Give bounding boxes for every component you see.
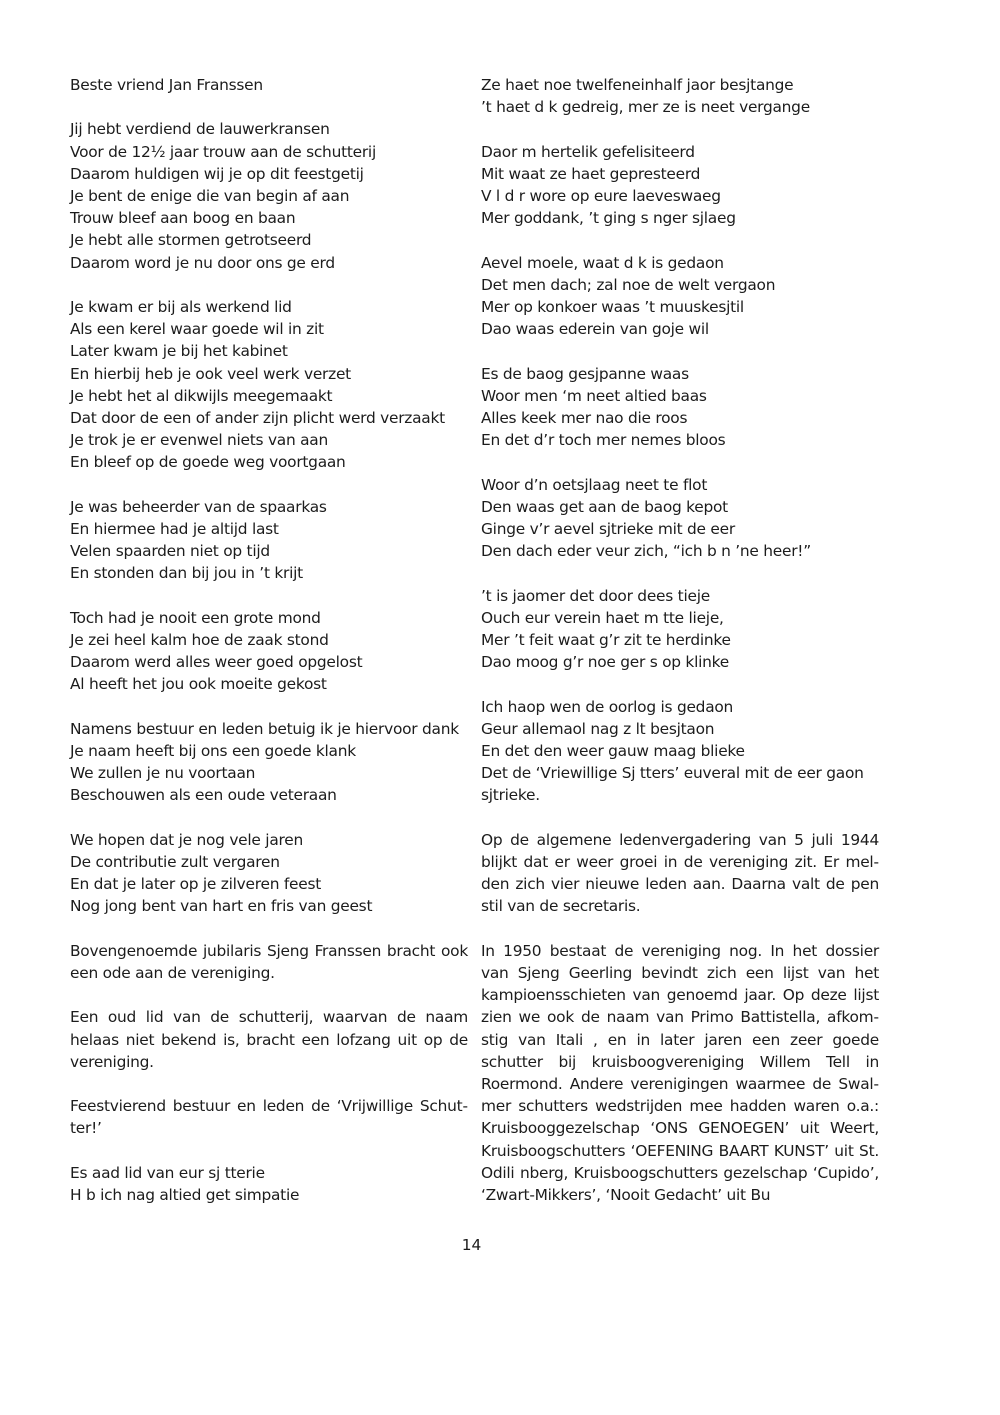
- poem-line: De contributie zult vergaren: [70, 853, 280, 872]
- ode-line: Den waas get aan de baog kepot: [481, 497, 728, 516]
- poem-line: Voor de 12½ jaar trouw aan de schutterij: [70, 142, 376, 161]
- ode-line: Det men dach; zal noe de welt vergaon: [481, 275, 776, 294]
- ode-line: Alles keek mer nao die roos: [481, 409, 688, 427]
- poem-stanza-3: [70, 496, 468, 585]
- poem-line: Al heeft het jou ook moeite gekost: [70, 675, 327, 694]
- poem-line: Daarom huldigen wij je op dit feestgetij: [70, 164, 364, 183]
- poem-line: We zullen je nu voortaan: [70, 764, 256, 783]
- poem-stanza-5: [70, 718, 468, 807]
- poem-line: En stonden dan bij jou in ’t krijt: [70, 564, 303, 583]
- body-paragraph: Bovengenoemde jubilaris Sjeng Franssen bracht ook een ode aan de vereniging.: [70, 941, 468, 983]
- poem-line: Je naam heeft bij ons een goede klank: [70, 742, 356, 761]
- body-paragraph: In 1950 bestaat de vereniging nog. In het dossier van Sjeng Geerling bevindt zich een lijst van het kampioensschieten van genoemd jaar. Op deze lijst zien we ook de naam van Primo Battistella, afkomstig van Itali , en in later jaren een zeer goede schutter bij kruisboogvereniging Willem Tell in Roermond. Andere verenigingen waarmee de Swalmer schutters wedstrijden mee hadden waren o.a.: Kruisbooggezelschap ‘ONS GENOEGEN’ uit Weert, Kruisboogschutters ‘OEFENING BAART KUNST’ uit St. Odili nberg, Kruisboogschutters gezelschap ‘Cupido’, ‘Zwart-Mikkers’, ‘Nooit Gedacht’ uit Bu: [481, 941, 879, 1205]
- ode-line: Es aad lid van eur sj tterie: [70, 1163, 265, 1182]
- ode-line: Mit waat ze haet gepresteerd: [481, 164, 701, 183]
- body-paragraph: Feestvierend bestuur en leden de ‘Vrijwillige Schutter!’: [70, 1097, 468, 1138]
- poem-line: Je hebt het al dikwijls meegemaakt: [70, 386, 333, 405]
- poem-line: We hopen dat je nog vele jaren: [70, 830, 303, 849]
- ode-line: Mer ’t feit waat g’r zit te herdinke: [481, 631, 731, 649]
- ode-line: Ginge v’r aevel sjtrieke mit de eer: [481, 520, 735, 538]
- page-number: 14: [461, 1236, 482, 1254]
- poem-line: Jij hebt verdiend de lauwerkransen: [70, 120, 330, 139]
- poem-line: En hiermee had je altijd last: [70, 520, 279, 539]
- poem-line: Je bent de enige die van begin af aan: [70, 187, 350, 205]
- poem-line: Velen spaarden niet op tijd: [70, 542, 270, 561]
- ode-line: H b ich nag altied get simpatie: [70, 1186, 300, 1204]
- ode-line: sjtrieke.: [481, 786, 540, 805]
- poem-line: En dat je later op je zilveren feest: [70, 875, 322, 894]
- right-column: [481, 74, 879, 1228]
- ode-line: Aevel moele, waat d k is gedaon: [481, 253, 724, 272]
- left-column: [70, 74, 468, 1228]
- body-paragraph: Op de algemene ledenvergadering van 5 juli 1944 blijkt dat er weer groei in de vereniging zit. Er melden zich vier nieuwe leden aan. Daarna valt de pen stil van de secretaris.: [481, 830, 879, 916]
- ode-line: Mer goddank, ’t ging s nger sjlaeg: [481, 209, 736, 228]
- ode-line: Woor d’n oetsjlaag neet te flot: [481, 475, 708, 494]
- ode-line: Woor men ‘m neet altied baas: [481, 386, 707, 405]
- poem-line: En bleef op de goede weg voortgaan: [70, 453, 346, 472]
- ode-line: Dao moog g’r noe ger s op klinke: [481, 653, 729, 672]
- poem-line: Daarom werd alles weer goed opgelost: [70, 653, 363, 672]
- poem-line: Je hebt alle stormen getrotseerd: [70, 231, 312, 250]
- poem-line: Nog jong bent van hart en fris van geest: [70, 897, 373, 916]
- ode-line: En det den weer gauw maag blieke: [481, 742, 745, 760]
- ode-stanza-1: [70, 1162, 468, 1206]
- ode-line: Mer op konkoer waas ’t muuskesjtil: [481, 298, 744, 316]
- ode-line: V l d r wore op eure laeveswaeg: [481, 187, 721, 205]
- ode-line: Es de baog gesjpanne waas: [481, 364, 689, 383]
- ode-stanza-3: [481, 141, 879, 230]
- ode-stanza-4: [481, 252, 879, 341]
- ode-line: Det de ‘Vriewillige Sj tters’ euveral mit de eer gaon: [481, 764, 864, 783]
- poem-line: Beschouwen als een oude veteraan: [70, 786, 337, 805]
- ode-line: Ich haop wen de oorlog is gedaon: [481, 697, 734, 716]
- ode-line: Geur allemaol nag z lt besjtaon: [481, 719, 715, 738]
- ode-stanza-7: [481, 585, 879, 674]
- poem-stanza-6: [70, 829, 468, 918]
- salutation-line: Beste vriend Jan Franssen: [70, 76, 263, 94]
- ode-stanza-2: [481, 74, 879, 118]
- ode-stanza-8: [481, 696, 879, 807]
- poem-line: En hierbij heb je ook veel werk verzet: [70, 364, 351, 383]
- ode-line: ’t is jaomer det door dees tieje: [481, 586, 710, 605]
- ode-stanza-5: [481, 363, 879, 452]
- ode-line: Daor m hertelik gefelisiteerd: [481, 142, 695, 161]
- ode-line: Ze haet noe twelfeneinhalf jaor besjtange: [481, 76, 794, 94]
- poem-stanza-2: [70, 296, 468, 474]
- ode-line: Ouch eur verein haet m tte lieje,: [481, 608, 724, 627]
- ode-line: Den dach eder veur zich, “ich b n ’ne heer!”: [481, 542, 811, 561]
- ode-stanza-6: [481, 474, 879, 563]
- ode-line: ’t haet d k gedreig, mer ze is neet vergange: [481, 98, 810, 117]
- poem-line: Toch had je nooit een grote mond: [70, 608, 321, 627]
- poem-line: Je kwam er bij als werkend lid: [70, 298, 292, 316]
- poem-line: Je was beheerder van de spaarkas: [70, 497, 327, 516]
- letter-salutation: [70, 74, 468, 96]
- poem-line: Trouw bleef aan boog en baan: [70, 209, 296, 228]
- poem-stanza-4: [70, 607, 468, 696]
- ode-line: Dao waas ederein van goje wil: [481, 320, 709, 339]
- poem-line: Je trok je er evenwel niets van aan: [70, 431, 328, 450]
- poem-line: Dat door de een of ander zijn plicht werd verzaakt: [70, 409, 445, 428]
- poem-line: Daarom word je nu door ons ge erd: [70, 253, 335, 272]
- ode-line: En det d’r toch mer nemes bloos: [481, 431, 726, 450]
- poem-line: Later kwam je bij het kabinet: [70, 342, 288, 361]
- poem-line: Je zei heel kalm hoe de zaak stond: [70, 631, 329, 650]
- body-paragraph: Een oud lid van de schutterij, waarvan de naam helaas niet bekend is, bracht een lofzang uit op de vereniging.: [70, 1008, 468, 1071]
- poem-stanza-1: [70, 118, 468, 273]
- poem-line: Als een kerel waar goede wil in zit: [70, 320, 324, 339]
- poem-line: Namens bestuur en leden betuig ik je hiervoor dank: [70, 719, 459, 738]
